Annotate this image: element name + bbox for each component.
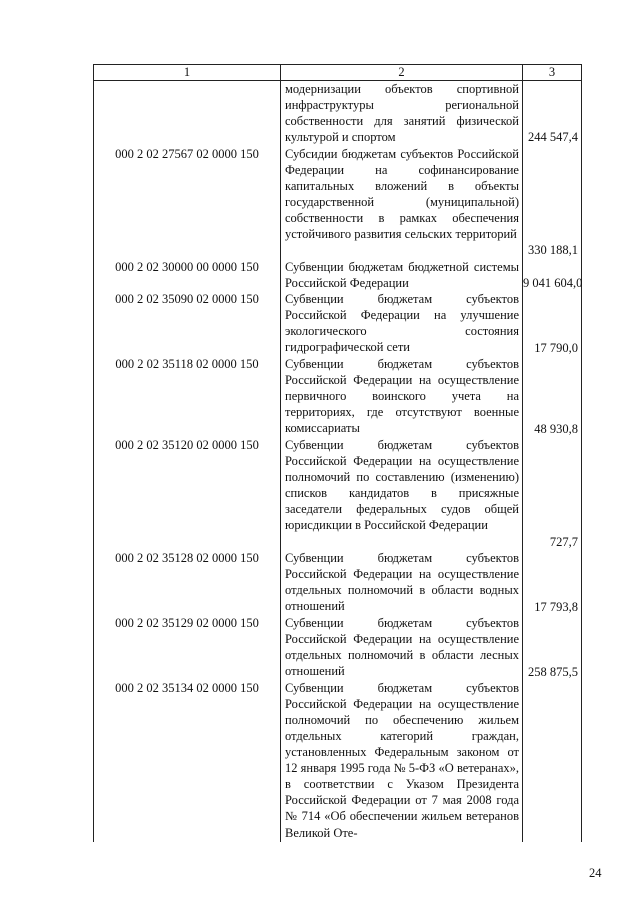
budget-code: 000 2 02 35129 02 0000 150 (94, 615, 281, 680)
budget-code: 000 2 02 27567 02 0000 150 (94, 146, 281, 259)
budget-code: 000 2 02 35128 02 0000 150 (94, 550, 281, 615)
row-description: модернизации объектов спортивной инфраструктуры региональной собственности для занятий физической культурой и спортом (281, 81, 523, 146)
table-row (94, 146, 582, 259)
table-row (94, 437, 582, 550)
row-description: Субвенции бюджетам субъектов Российской Федерации на улучшение экологического состояния гидрографической сети (281, 291, 523, 356)
budget-code: 000 2 02 35118 02 0000 150 (94, 356, 281, 437)
row-amount: 727,7 (523, 437, 582, 550)
table-row (94, 680, 582, 842)
table-row (94, 259, 582, 291)
row-description: Субвенции бюджетам бюджетной системы Российской Федерации (281, 259, 523, 291)
row-amount: 9 041 604,0 (523, 259, 582, 291)
table-row (94, 356, 582, 437)
row-description: Субвенции бюджетам субъектов Российской Федерации на осуществление первичного воинского учета на территориях, где отсутствуют военные комиссариаты (281, 356, 523, 437)
row-description: Субвенции бюджетам субъектов Российской Федерации на осуществление полномочий по составлению (изменению) списков кандидатов в присяжные заседатели федеральных судов общей юрисдикции в Российской Федерации (281, 437, 523, 550)
budget-code: 000 2 02 35120 02 0000 150 (94, 437, 281, 550)
column-header-2: 2 (281, 65, 523, 81)
budget-code: 000 2 02 35090 02 0000 150 (94, 291, 281, 356)
budget-code (94, 81, 281, 146)
row-amount: 17 790,0 (523, 291, 582, 356)
row-description: Субвенции бюджетам субъектов Российской Федерации на осуществление полномочий по обеспечению жильем отдельных категорий граждан, установленных Федеральным законом от 12 января 1995 года № 5-ФЗ «О ветеранах», в соответствии с Указом Президента Российской Федерации от 7 мая 2008 года № 714 «Об обеспечении жильем ветеранов Великой Оте- (281, 680, 523, 842)
table-row (94, 81, 582, 146)
page-number: 24 (589, 866, 602, 880)
row-amount: 258 875,5 (523, 615, 582, 680)
budget-revenue-table (93, 64, 582, 842)
table-row (94, 615, 582, 680)
row-amount: 48 930,8 (523, 356, 582, 437)
column-header-1: 1 (94, 65, 281, 81)
row-amount: 244 547,4 (523, 81, 582, 146)
column-header-3: 3 (523, 65, 582, 81)
budget-code: 000 2 02 30000 00 0000 150 (94, 259, 281, 291)
row-amount: 17 793,8 (523, 550, 582, 615)
table-header-row (94, 65, 582, 81)
row-amount: 330 188,1 (523, 146, 582, 259)
row-amount (523, 680, 582, 842)
row-description: Субвенции бюджетам субъектов Российской Федерации на осуществление отдельных полномочий в области лесных отношений (281, 615, 523, 680)
budget-code: 000 2 02 35134 02 0000 150 (94, 680, 281, 842)
table-row (94, 291, 582, 356)
row-description: Субвенции бюджетам субъектов Российской Федерации на осуществление отдельных полномочий в области водных отношений (281, 550, 523, 615)
table-row (94, 550, 582, 615)
row-description: Субсидии бюджетам субъектов Российской Федерации на софинансирование капитальных вложений в объекты государственной (муниципальной) собственности в рамках обеспечения устойчивого развития сельских территорий (281, 146, 523, 259)
